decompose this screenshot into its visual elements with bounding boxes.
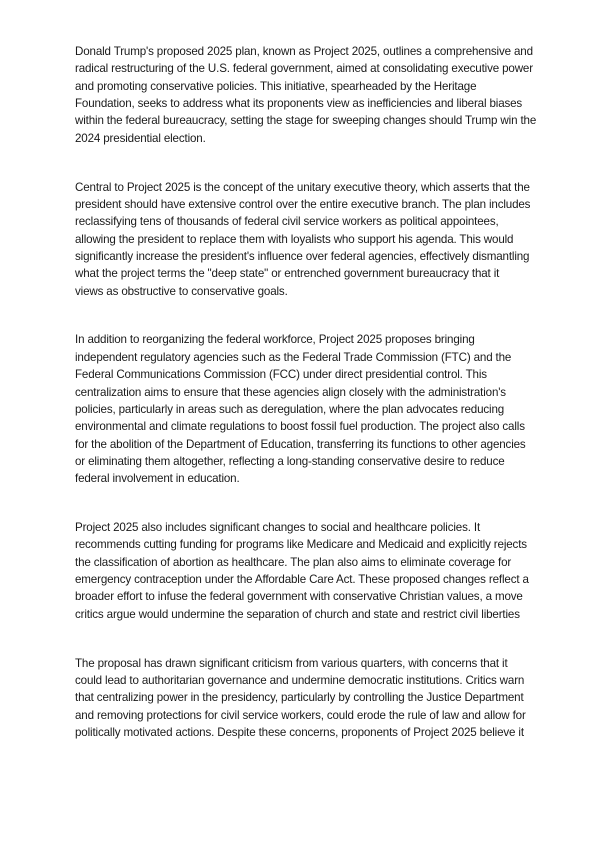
text-line: politically motivated actions. Despite these concerns, proponents of Project 2025 believe it bbox=[75, 726, 524, 739]
text-line: significantly increase the president's influence over federal agencies, effectively dismantling bbox=[75, 249, 530, 263]
text-line: Federal Communications Commission (FCC) under direct presidential control. This bbox=[75, 368, 487, 382]
text-line: allowing the president to replace them with loyalists who support his agenda. This would bbox=[75, 232, 514, 246]
text-line: president should have extensive control over the entire executive branch. The plan includes bbox=[75, 197, 531, 211]
text-line: could lead to authoritarian governance and undermine democratic institutions. Critics warn bbox=[75, 673, 525, 687]
text-line: Central to Project 2025 is the concept of the unitary executive theory, which asserts that the bbox=[75, 180, 530, 194]
text-line: radical restructuring of the U.S. federal government, aimed at consolidating executive power bbox=[75, 62, 533, 76]
paragraph bbox=[75, 519, 555, 623]
text-line: broader effort to infuse the federal government with conservative Christian values, a move bbox=[75, 590, 523, 604]
paragraph bbox=[75, 655, 555, 742]
text-line: within the federal bureaucracy, setting the stage for sweeping changes should Trump win the bbox=[75, 114, 537, 128]
text-line: the classification of abortion as healthcare. The plan also aims to eliminate coverage for bbox=[75, 555, 512, 569]
text-line: recommends cutting funding for programs like Medicare and Medicaid and explicitly rejects bbox=[75, 538, 527, 552]
text-line: Project 2025 also includes significant changes to social and healthcare policies. It bbox=[75, 521, 481, 535]
text-line: Foundation, seeks to address what its proponents view as inefficiencies and liberal biases bbox=[75, 97, 523, 111]
text-line: independent regulatory agencies such as the Federal Trade Commission (FTC) and the bbox=[75, 350, 512, 364]
text-line: reclassifying tens of thousands of federal civil service workers as political appointees, bbox=[75, 215, 499, 229]
text-line: or eliminating them altogether, reflecting a long-standing conservative desire to reduce bbox=[75, 454, 505, 468]
paragraph bbox=[75, 331, 555, 487]
text-line: centralization aims to ensure that these agencies align closely with the administration's bbox=[75, 385, 506, 399]
paragraph bbox=[75, 179, 555, 300]
paragraph bbox=[75, 43, 555, 147]
text-line: environmental and climate regulations to boost fossil fuel production. The project also calls bbox=[75, 420, 525, 434]
text-line: critics argue would undermine the separation of church and state and restrict civil liberties bbox=[75, 607, 520, 621]
text-line: federal involvement in education. bbox=[75, 472, 240, 486]
text-line: In addition to reorganizing the federal workforce, Project 2025 proposes bringing bbox=[75, 333, 475, 347]
text-line: 2024 presidential election. bbox=[75, 131, 206, 145]
text-line: views as obstructive to conservative goals. bbox=[75, 284, 288, 298]
text-line: emergency contraception under the Affordable Care Act. These proposed changes reflect a bbox=[75, 573, 529, 587]
text-line: policies, particularly in areas such as deregulation, where the plan advocates reducing bbox=[75, 402, 505, 416]
text-line: what the project terms the "deep state" or entrenched government bureaucracy that it bbox=[75, 267, 500, 281]
text-line: The proposal has drawn significant criticism from various quarters, with concerns that it bbox=[75, 656, 508, 670]
text-line: for the abolition of the Department of Education, transferring its functions to other agencies bbox=[75, 437, 526, 451]
text-line: that centralizing power in the presidency, particularly by controlling the Justice Department bbox=[75, 691, 524, 705]
text-line: and promoting conservative policies. This initiative, spearheaded by the Heritage bbox=[75, 79, 477, 93]
text-line: Donald Trump's proposed 2025 plan, known as Project 2025, outlines a comprehensive and bbox=[75, 45, 533, 58]
document-page bbox=[75, 43, 555, 773]
text-line: and removing protections for civil service workers, could erode the rule of law and allow for bbox=[75, 708, 526, 722]
